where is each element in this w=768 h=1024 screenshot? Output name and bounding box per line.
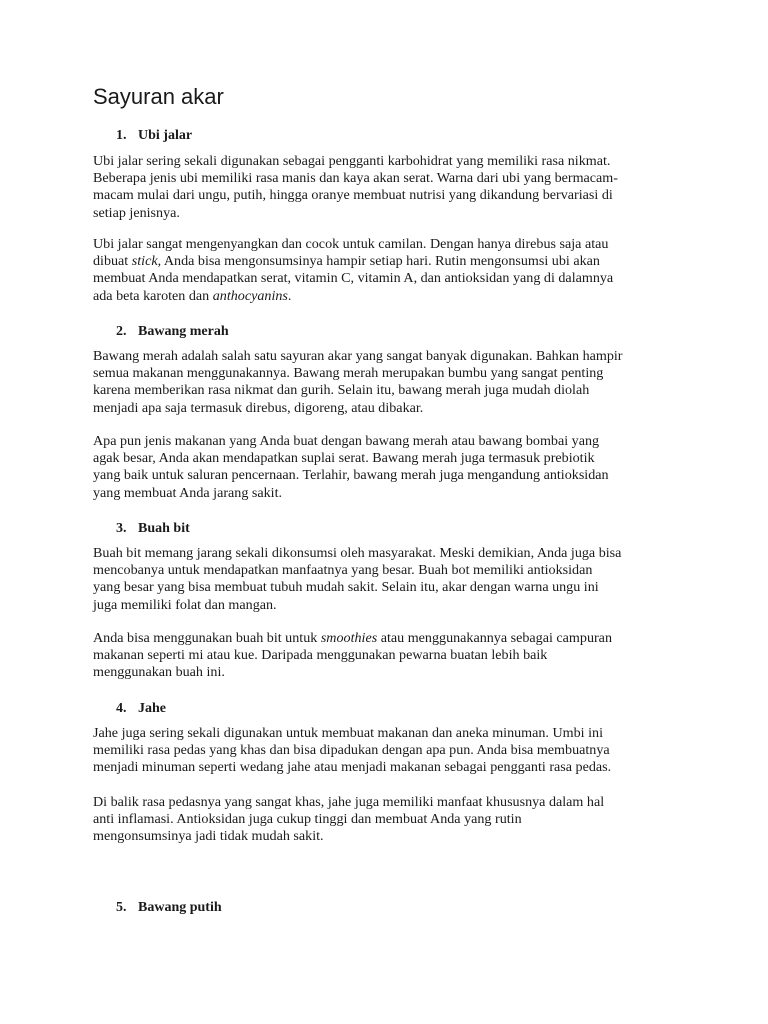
paragraph — [93, 630, 683, 682]
text-line: menjadi minuman seperti wedang jahe atau menjadi makanan sebagai pengganti rasa pedas. — [93, 759, 612, 776]
paragraph — [93, 236, 683, 305]
text-line: agak besar, Anda akan mendapatkan suplai serat. Bawang merah juga termasuk prebiotik — [93, 450, 595, 467]
italic-term: smoothies — [320, 630, 378, 646]
italic-term: anthocyanins — [212, 287, 288, 304]
section-heading-bawang-putih: 5. Bawang putih — [116, 900, 222, 915]
section-heading-ubi-jalar: 1. Ubi jalar — [116, 128, 193, 143]
text-line: dibuat stick, Anda bisa mengonsumsinya hampir setiap hari. Rutin mengonsumsi ubi akan — [93, 253, 600, 270]
paragraph — [93, 433, 683, 502]
text-line: mencobanya untuk mendapatkan manfaatnya yang besar. Buah bot memiliki antioksidan — [93, 562, 593, 579]
text-line: yang membuat Anda jarang sakit. — [93, 484, 283, 501]
text-line: menjadi apa saja termasuk direbus, digoreng, atau dibakar. — [93, 399, 424, 416]
italic-term: stick — [131, 253, 158, 270]
text-line: Di balik rasa pedasnya yang sangat khas, jahe juga memiliki manfaat khususnya dalam hal — [93, 794, 605, 810]
paragraph — [93, 725, 683, 777]
text-line: semua makanan menggunakannya. Bawang merah merupakan bumbu yang sangat penting — [93, 365, 604, 382]
text-line: Buah bit memang jarang sekali dikonsumsi oleh masyarakat. Meski demikian, Anda juga bisa — [93, 545, 622, 561]
text-line: anti inflamasi. Antioksidan juga cukup tinggi dan membuat Anda yang rutin — [93, 811, 522, 828]
text-line: membuat Anda mendapatkan serat, vitamin C, vitamin A, dan antioksidan yang di dalamnya — [93, 270, 614, 287]
text-line: setiap jenisnya. — [93, 204, 180, 221]
paragraph — [93, 348, 683, 417]
text-line: mengonsumsinya jadi tidak mudah sakit. — [93, 828, 324, 845]
paragraph — [93, 153, 683, 222]
text-line: menggunakan buah ini. — [93, 664, 225, 681]
paragraph — [93, 545, 683, 614]
text-line: yang besar yang bisa membuat tubuh mudah sakit. Selain itu, akar dengan warna ungu ini — [93, 579, 599, 596]
paragraph — [93, 794, 683, 846]
text-line: makanan seperti mi atau kue. Daripada menggunakan pewarna buatan lebih baik — [93, 647, 548, 664]
text-line: macam mulai dari ungu, putih, hingga oranye membuat nutrisi yang dikandung bervariasi di — [93, 187, 613, 204]
text-line: Bawang merah adalah salah satu sayuran akar yang sangat banyak digunakan. Bahkan hampir — [93, 348, 623, 364]
text-line: Ubi jalar sering sekali digunakan sebagai pengganti karbohidrat yang memiliki rasa nikmat. — [93, 153, 611, 169]
text-line: Jahe juga sering sekali digunakan untuk membuat makanan dan aneka minuman. Umbi ini — [93, 725, 603, 741]
text-line: Beberapa jenis ubi memiliki rasa manis dan kaya akan serat. Warna dari ubi yang bermacam- — [93, 170, 618, 187]
section-heading-jahe: 4. Jahe — [116, 701, 166, 716]
text-line: karena memberikan rasa nikmat dan gurih. Selain itu, bawang merah juga mudah diolah — [93, 382, 590, 399]
section-heading-bawang-merah: 2. Bawang merah — [116, 324, 229, 339]
text-line: Apa pun jenis makanan yang Anda buat dengan bawang merah atau bawang bombai yang — [93, 433, 600, 449]
section-heading-buah-bit: 3. Buah bit — [116, 521, 190, 536]
text-line: memiliki rasa pedas yang khas dan bisa dipadukan dengan apa pun. Anda bisa membuatnya — [93, 742, 610, 759]
text-line: Ubi jalar sangat mengenyangkan dan cocok untuk camilan. Dengan hanya direbus saja atau — [93, 236, 609, 252]
text-line: juga memiliki folat dan mangan. — [93, 596, 277, 613]
text-line: yang baik untuk saluran pencernaan. Terlahir, bawang merah juga mengandung antioksidan — [93, 467, 609, 484]
text-line: Anda bisa menggunakan buah bit untuk smoothies atau menggunakannya sebagai campuran — [93, 630, 612, 646]
text-line: ada beta karoten dan anthocyanins. — [93, 287, 292, 304]
page-title: Sayuran akar — [93, 84, 224, 109]
